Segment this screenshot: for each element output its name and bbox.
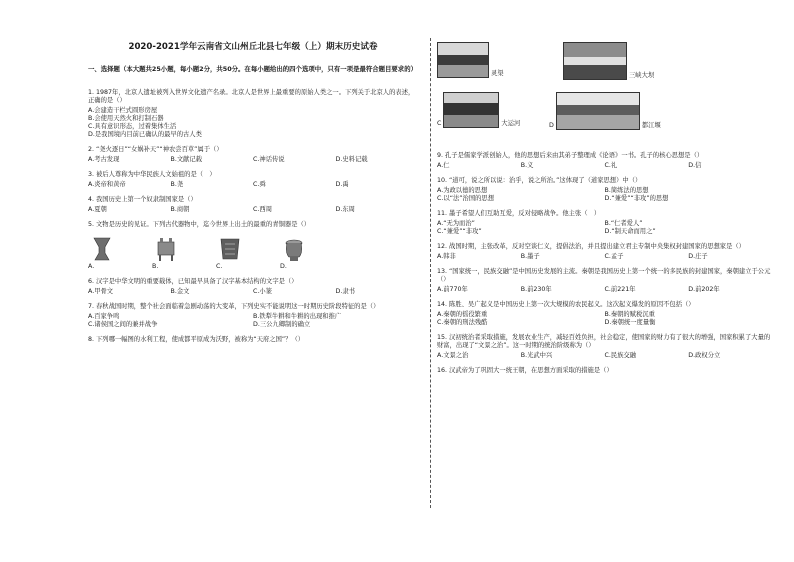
answer-option[interactable]: A.秦朝的徭役繁重 <box>437 311 488 318</box>
answer-option[interactable]: C.“兼爱”“非攻” <box>437 228 482 235</box>
answer-option[interactable]: C.孟子 <box>604 253 624 260</box>
question-item <box>437 268 772 294</box>
q8-option-d-letter: D <box>549 122 554 129</box>
answer-option[interactable]: B.商朝 <box>170 206 190 213</box>
question-stem: 1. 1987年，北京人遗址被列入世界文化遗产名录。北京人是世界上最重要的原始人类之一。下列关于北京人的表述，正确的是（） <box>88 89 415 104</box>
question-item <box>88 89 418 139</box>
artifact-option[interactable] <box>152 235 180 271</box>
answer-option[interactable]: A.仁 <box>437 162 450 169</box>
bronze-vessel-image <box>216 235 244 263</box>
column-divider <box>430 38 431 508</box>
answer-option[interactable]: C.民族交融 <box>604 352 637 359</box>
answer-option[interactable]: C.前221年 <box>604 286 636 293</box>
answer-option[interactable]: C.具有意识形态，过着集体生活 <box>88 123 177 130</box>
option-group <box>437 352 772 360</box>
answer-option[interactable]: C.礼 <box>604 162 618 169</box>
question-stem: 10. “道可，说之所以说：治乎，说之所治。”这体现了（道家思想）中（） <box>437 177 642 184</box>
answer-option[interactable]: A.考古发现 <box>88 156 120 163</box>
q8-option-a[interactable] <box>437 42 504 78</box>
left-column <box>88 42 418 351</box>
option-label: B. <box>152 263 159 270</box>
answer-option[interactable]: D.前202年 <box>688 286 720 293</box>
answer-option[interactable]: D.信 <box>688 162 702 169</box>
question-item <box>437 334 772 360</box>
answer-option[interactable]: A.文景之治 <box>437 352 469 359</box>
answer-option[interactable]: A.为政以德的思想 <box>437 187 488 194</box>
answer-option[interactable]: D.“制天命而用之” <box>604 228 656 235</box>
answer-option[interactable]: A.前770年 <box>437 286 468 293</box>
q8-photo-options <box>437 42 772 152</box>
answer-option[interactable]: B.前230年 <box>520 286 552 293</box>
artifact-option[interactable] <box>88 235 116 271</box>
answer-option[interactable]: D.史料记载 <box>335 156 368 163</box>
answer-option[interactable]: C.秦朝的刑法残酷 <box>437 319 488 326</box>
question-stem: 5. 文物是历史的见证。下列古代器物中，迄今世界上出土的最重的青铜器是（） <box>88 221 311 228</box>
dujiangyan-photo <box>556 92 640 130</box>
question-stem: 3. 被后人尊称为中华民族人文始祖的是（ ） <box>88 171 216 178</box>
option-group <box>88 156 418 164</box>
lingqu-photo <box>437 42 489 78</box>
q8-option-b-label: 三峡大坝 <box>629 72 655 79</box>
bronze-vessel-image <box>280 235 308 263</box>
three-gorges-photo <box>563 42 627 80</box>
question-item <box>437 210 772 236</box>
q8-option-d[interactable] <box>549 92 661 130</box>
answer-option[interactable]: A.“无为而治” <box>437 220 475 227</box>
option-label: C. <box>216 263 223 270</box>
question-stem: 8. 下列哪一幅图的水利工程，使成都平原成为沃野，被称为“天府之国”？（） <box>88 336 305 343</box>
bronze-vessel-image <box>152 235 180 263</box>
answer-option[interactable]: B.简练法的思想 <box>604 187 649 194</box>
option-group <box>88 206 418 214</box>
answer-option[interactable]: C.神话传说 <box>253 156 285 163</box>
question-stem: 7. 春秋战国时期，整个社会面临着急剧动荡的大变革，下列史实不能说明这一时期历史阶段特征的是（） <box>88 303 380 310</box>
answer-option[interactable]: B.“仁者爱人” <box>604 220 643 227</box>
question-item <box>437 177 772 203</box>
option-group <box>88 107 418 139</box>
answer-option[interactable]: D.三公九卿制的确立 <box>253 321 311 328</box>
question-item <box>437 367 772 375</box>
option-group <box>437 286 772 294</box>
question-stem: 12. 战国时期，主张改革，反对空谈仁义，提倡法治，并且提出建立君主专制中央集权封建国家的思想家是（） <box>437 243 745 250</box>
answer-option[interactable]: C.西周 <box>253 206 272 213</box>
answer-option[interactable]: B.秦朝的赋税沉重 <box>604 311 655 318</box>
question-stem: 15. 汉初统治者采取措施，发展农业生产，减轻百姓负担，社会稳定，使国家的财力有了很大的增强，国家积累了大量的财富，出现了“文景之治”。这一时期的统治阶级称为（） <box>437 334 771 349</box>
q8-option-c-letter: C <box>437 120 442 127</box>
right-questions <box>437 152 772 375</box>
answer-option[interactable]: A.夏朝 <box>88 206 107 213</box>
q8-option-c[interactable] <box>437 92 520 128</box>
right-column <box>437 42 772 382</box>
option-group <box>437 253 772 261</box>
question-stem: 2. “尧火逐日”“女娲补天”“神农尝百草”属于（） <box>88 146 223 153</box>
artifact-options <box>88 235 308 271</box>
question-stem: 16. 汉武帝为了巩固大一统王朝，在思想方面采取的措施是（） <box>437 367 613 374</box>
option-group <box>88 313 418 329</box>
question-item <box>437 152 772 170</box>
option-label: A. <box>88 263 95 270</box>
answer-option[interactable]: B.铁犁牛耕和牛耕的出现和推广 <box>253 313 342 320</box>
q8-option-d-label: 都江堰 <box>641 122 661 129</box>
option-group <box>437 311 772 327</box>
answer-option[interactable]: A.百家争鸣 <box>88 313 120 320</box>
left-questions <box>88 89 418 344</box>
question-item <box>88 303 418 329</box>
question-stem: 6. 汉字是中华文明的重要载体，已知最早具备了汉字基本结构的文字是（） <box>88 278 298 285</box>
answer-option[interactable]: D.“兼爱”“非攻”的思想 <box>604 195 669 202</box>
question-stem: 11. 墨子希望人们互助互爱，反对侵略战争。他主张（ ） <box>437 210 601 217</box>
q8-option-a-label: 灵渠 <box>491 70 504 77</box>
answer-option[interactable]: C.舜 <box>253 181 266 188</box>
question-item <box>88 196 418 214</box>
answer-option[interactable]: A.会建造干栏式圆形房屋 <box>88 107 158 114</box>
answer-option[interactable]: C.以“法”治国的思想 <box>437 195 495 202</box>
option-group <box>437 162 772 170</box>
q8-option-c-label: 大运河 <box>501 120 521 127</box>
answer-option[interactable]: A.韩非 <box>437 253 456 260</box>
question-stem: 14. 陈胜、吴广起义是中国历史上第一次大规模的农民起义。这次起义爆发的原因不包括（） <box>437 301 695 308</box>
answer-option[interactable]: D.庄子 <box>688 253 708 260</box>
answer-option[interactable]: A.甲骨文 <box>88 288 114 295</box>
artifact-option[interactable] <box>216 235 244 271</box>
bronze-vessel-image <box>88 235 116 263</box>
answer-option[interactable]: D.禹 <box>335 181 349 188</box>
question-stem: 9. 孔子是儒家学派创始人，他的思想后来由其弟子整理成《论语》一书。孔子的核心思想是（） <box>437 152 704 159</box>
answer-option[interactable]: C.诸侯国之间的兼并战争 <box>88 321 158 328</box>
section-heading: 一、选择题（本大题共25小题，每小题2分，共50分。在每小题给出的四个选项中，只有一项是最符合题目要求的） <box>88 65 417 73</box>
q8-option-b[interactable] <box>563 42 654 80</box>
question-item <box>88 336 418 344</box>
answer-option[interactable]: D.秦朝统一度量衡 <box>604 319 656 326</box>
answer-option[interactable]: D.隶书 <box>335 288 355 295</box>
question-stem: 13. “国家统一，民族交融”是中国历史发展的主流。秦朝是我国历史上第一个统一的多民族的封建国家，秦朝建立于公元（） <box>437 268 771 283</box>
question-item <box>88 146 418 164</box>
option-group <box>437 220 772 236</box>
grand-canal-photo <box>443 92 499 128</box>
answer-option[interactable]: B.尧 <box>170 181 184 188</box>
question-item <box>88 278 418 296</box>
option-group <box>437 187 772 203</box>
option-group <box>88 181 418 189</box>
exam-title: 2020-2021学年云南省文山州丘北县七年级（上）期末历史试卷 <box>128 42 378 52</box>
answer-option[interactable]: B.会使用天然火和打制石器 <box>88 115 164 122</box>
question-item <box>88 171 418 189</box>
question-stem: 4. 我国历史上第一个奴隶制国家是（） <box>88 196 197 203</box>
answer-option[interactable]: D.东周 <box>335 206 355 213</box>
question-item <box>437 301 772 327</box>
answer-option[interactable]: B.文献记载 <box>170 156 203 163</box>
answer-option[interactable]: A.炎帝和黄帝 <box>88 181 126 188</box>
answer-option[interactable]: B.墨子 <box>520 253 540 260</box>
question-item <box>88 221 418 271</box>
option-group <box>88 288 418 296</box>
answer-option[interactable]: B.义 <box>520 162 534 169</box>
answer-option[interactable]: B.光武中兴 <box>520 352 553 359</box>
artifact-option[interactable] <box>280 235 308 271</box>
answer-option[interactable]: D.是我国境内目前已确认的最早的古人类 <box>88 131 202 138</box>
question-item <box>437 243 772 261</box>
answer-option[interactable]: C.小篆 <box>253 288 272 295</box>
option-label: D. <box>280 263 287 270</box>
answer-option[interactable]: D.政权分立 <box>688 352 721 359</box>
answer-option[interactable]: B.金文 <box>170 288 190 295</box>
